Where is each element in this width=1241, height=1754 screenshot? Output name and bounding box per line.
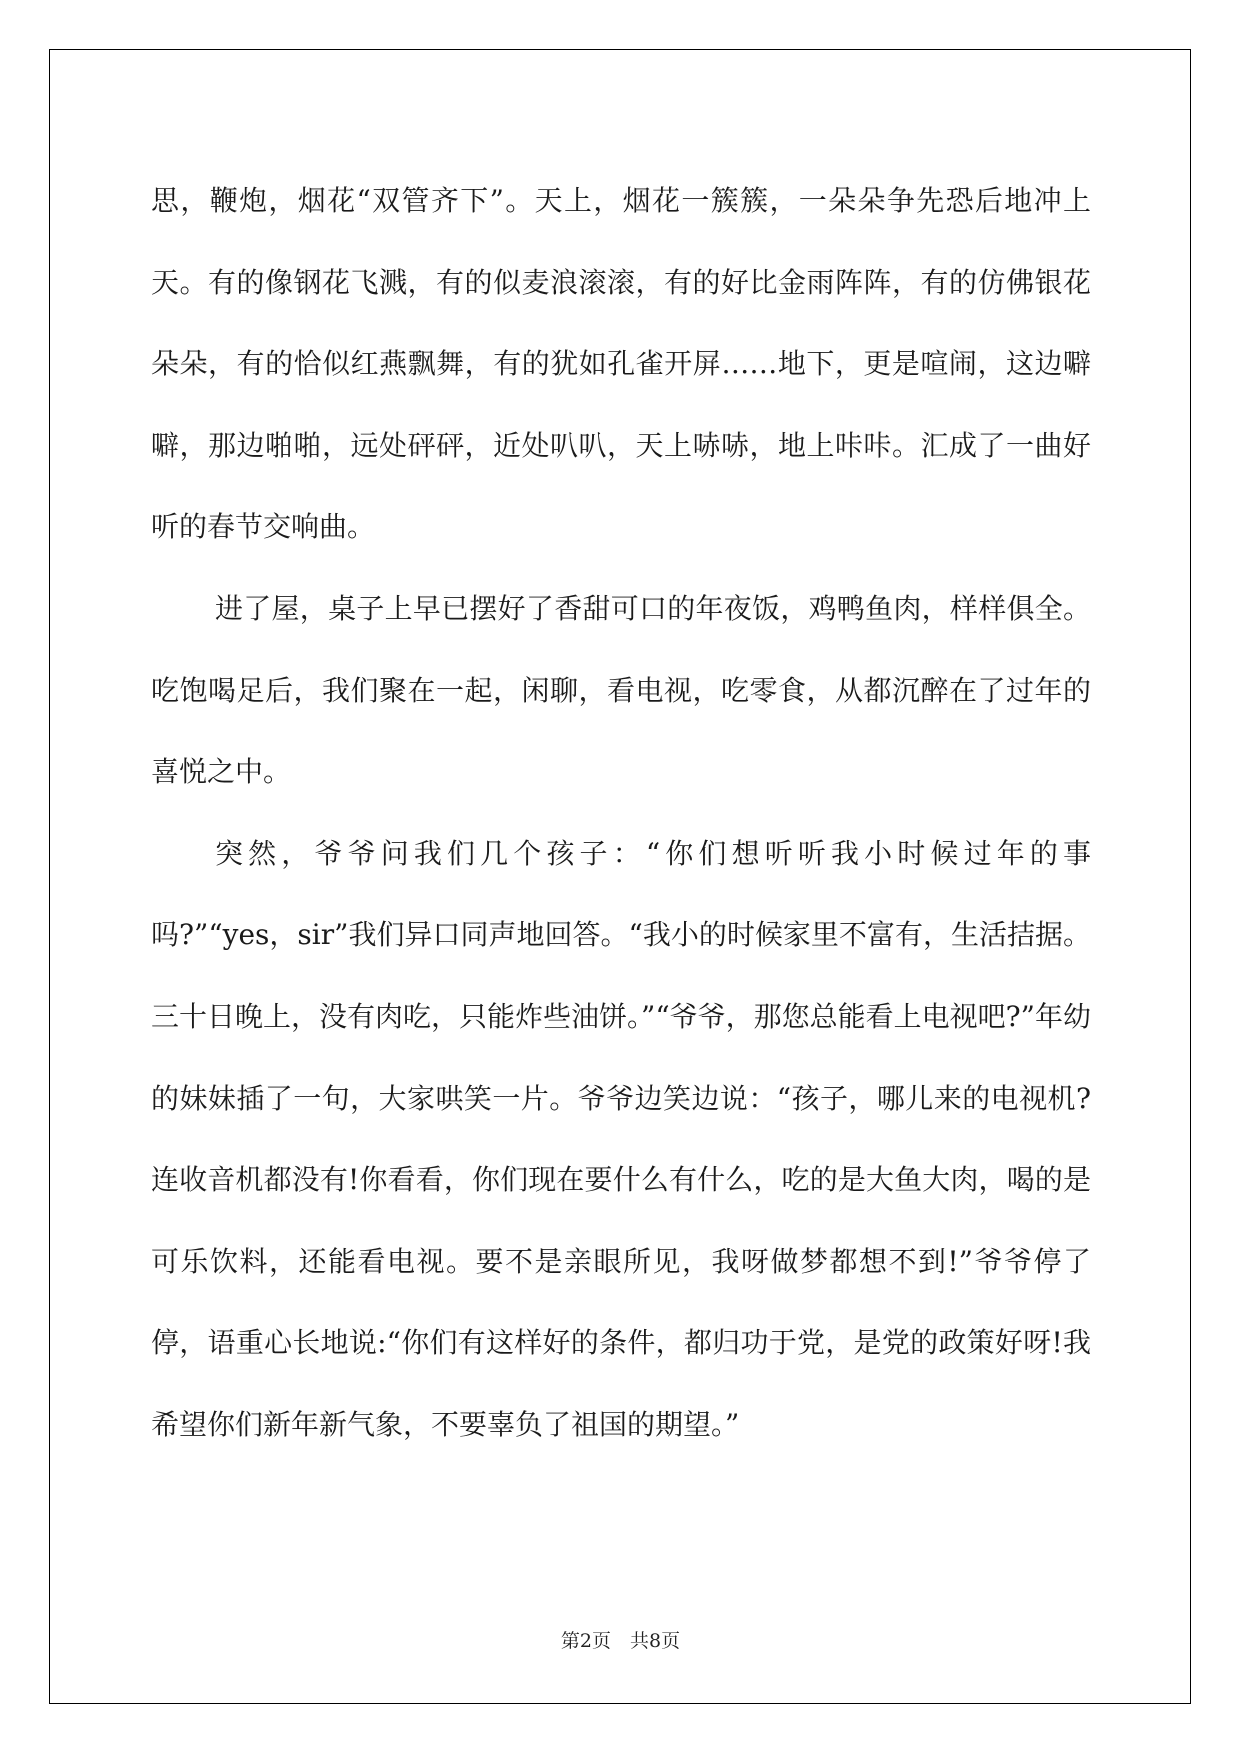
paragraph-2: 进了屋，桌子上早已摆好了香甜可口的年夜饭，鸡鸭鱼肉，样样俱全。吃饱喝足后，我们聚在一起，闲聊，看电视，吃零食，从都沉醉在了过年的喜悦之中。 <box>151 591 1091 789</box>
document-body <box>151 160 1091 1466</box>
paragraph-1: 思，鞭炮，烟花“双管齐下”。天上，烟花一簇簇，一朵朵争先恐后地冲上天。有的像钢花飞溅，有的似麦浪滚滚，有的好比金雨阵阵，有的仿佛银花朵朵，有的恰似红燕飘舞，有的犹如孔雀开屏……地下，更是喧闹，这边噼噼，那边啪啪，远处砰砰，近处叭叭，天上哧哧，地上咔咔。汇成了一曲好听的春节交响曲。 <box>151 184 1091 544</box>
page-number-footer: 第2页 共8页 <box>560 1630 681 1652</box>
paragraph-3: 突然，爷爷问我们几个孩子：“你们想听听我小时候过年的事吗?”“yes，sir”我们异口同声地回答。“我小的时候家里不富有，生活拮据。三十日晚上，没有肉吃，只能炸些油饼。”“爷爷，那您总能看上电视吧?”年幼的妹妹插了一句，大家哄笑一片。爷爷边笑边说：“孩子，哪儿来的电视机?连收音机都没有!你看看，你们现在要什么有什么，吃的是大鱼大肉，喝的是可乐饮料，还能看电视。要不是亲眼所见，我呀做梦都想不到!”爷爷停了停，语重心长地说:“你们有这样好的条件，都归功于党，是党的政策好呀!我希望你们新年新气象，不要辜负了祖国的期望。” <box>151 836 1091 1441</box>
